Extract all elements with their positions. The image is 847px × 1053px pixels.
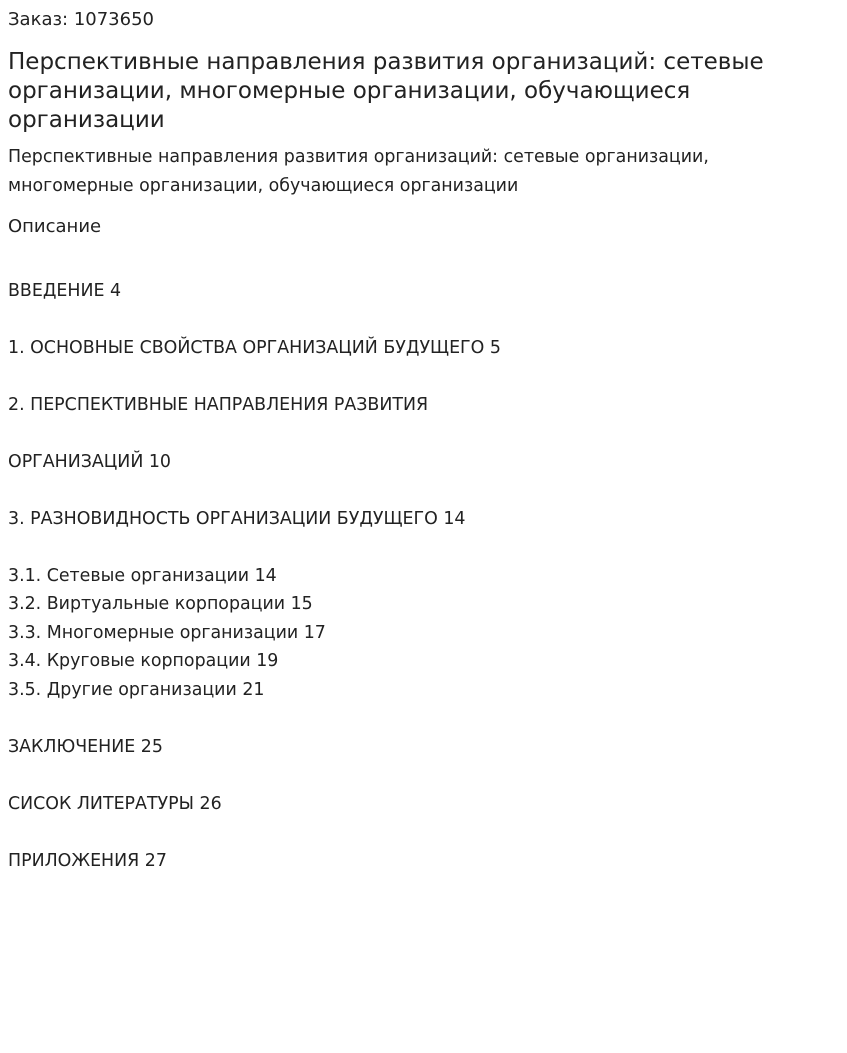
page-title: Перспективные направления развития организаций: сетевые организации, многомерные организации, обучающиеся организации [8, 49, 764, 133]
toc-item-appendix: ПРИЛОЖЕНИЯ 27 [8, 851, 167, 871]
toc-item-chapter-2-line-1: 2. ПЕРСПЕКТИВНЫЕ НАПРАВЛЕНИЯ РАЗВИТИЯ [8, 395, 429, 415]
toc-item-section-3-1: 3.1. Сетевые организации 14 [8, 566, 277, 586]
toc-item-chapter-1: 1. ОСНОВНЫЕ СВОЙСТВА ОРГАНИЗАЦИЙ БУДУЩЕГО 5 [8, 338, 501, 358]
toc-item-section-3-4: 3.4. Круговые корпорации 19 [8, 651, 279, 671]
toc-item-intro: ВВЕДЕНИЕ 4 [8, 281, 122, 301]
toc-item-chapter-2-line-2: ОРГАНИЗАЦИЙ 10 [8, 452, 171, 472]
page-subtitle: Перспективные направления развития организаций: сетевые организации, многомерные организации, обучающиеся организации [8, 147, 709, 196]
toc-item-section-3-3: 3.3. Многомерные организации 17 [8, 623, 326, 643]
order-number: Заказ: 1073650 [8, 9, 154, 30]
description-heading: Описание [8, 216, 102, 237]
toc-item-conclusion: ЗАКЛЮЧЕНИЕ 25 [8, 737, 163, 757]
toc-item-references: СИСОК ЛИТЕРАТУРЫ 26 [8, 794, 222, 814]
toc-item-chapter-3: 3. РАЗНОВИДНОСТЬ ОРГАНИЗАЦИИ БУДУЩЕГО 14 [8, 509, 466, 529]
toc-item-section-3-5: 3.5. Другие организации 21 [8, 680, 265, 700]
toc-item-section-3-2: 3.2. Виртуальные корпорации 15 [8, 594, 313, 614]
